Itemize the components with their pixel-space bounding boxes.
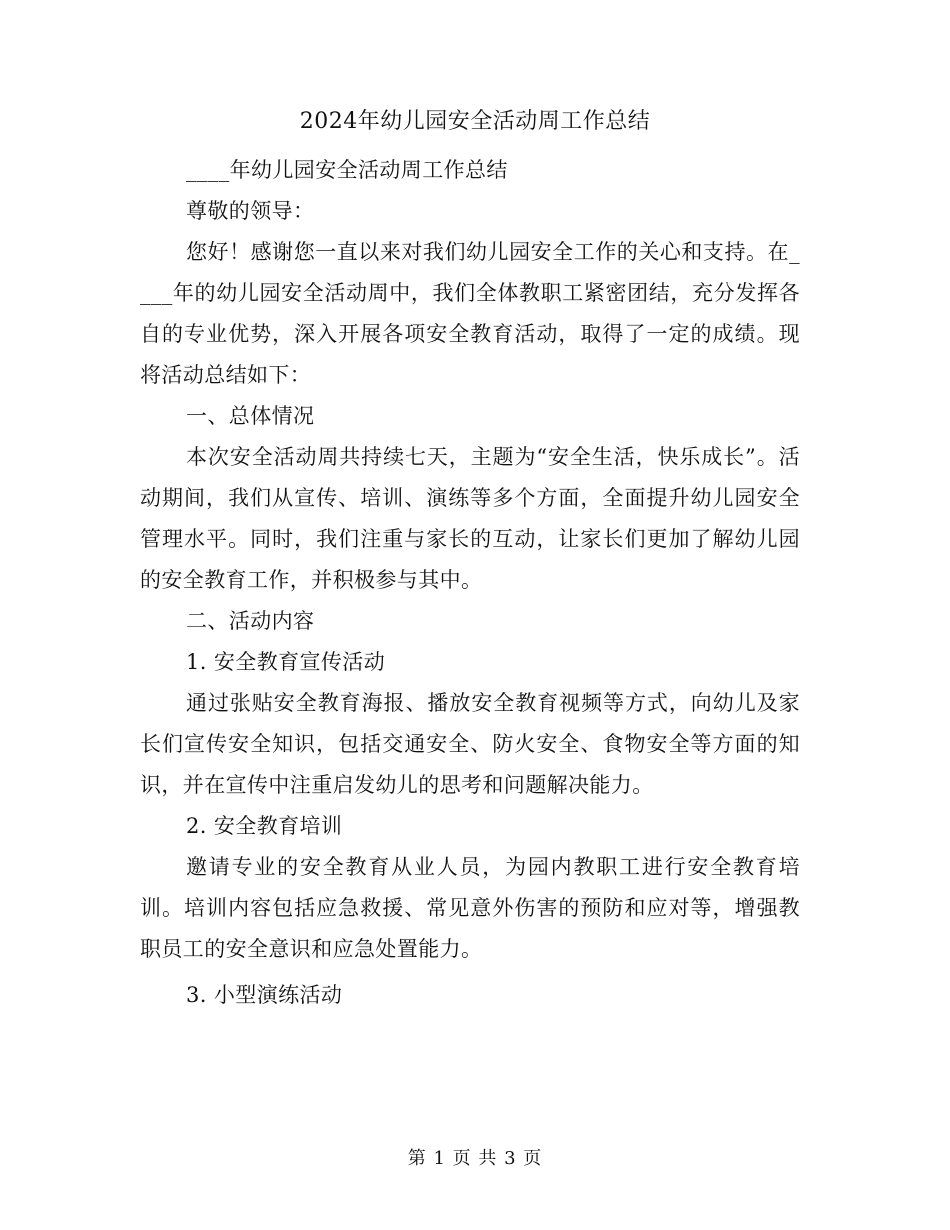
training-paragraph: 邀请专业的安全教育从业人员，为园内教职工进行安全教育培训。培训内容包括应急救援、常见意外伤害的预防和应对等，增强教职员工的安全意识和应急处置能力。 (140, 855, 800, 961)
section-heading-content: 二、活动内容 (186, 609, 315, 633)
item-heading-publicity: 1. 安全教育宣传活动 (186, 650, 386, 674)
publicity-paragraph: 通过张贴安全教育海报、播放安全教育视频等方式，向幼儿及家长们宣传安全知识，包括交通安全、防火安全、食物安全等方面的知识，并在宣传中注重启发幼儿的思考和问题解决能力。 (140, 691, 800, 797)
page-footer: 第 1 页 共 3 页 (407, 1148, 543, 1169)
section-heading-overview: 一、总体情况 (186, 404, 315, 428)
item-heading-drill: 3. 小型演练活动 (186, 983, 343, 1007)
document-body (140, 150, 800, 1016)
subtitle-paragraph: ____年幼儿园安全活动周工作总结 (186, 158, 508, 182)
overview-paragraph: 本次安全活动周共持续七天，主题为“安全生活，快乐成长”。活动期间，我们从宣传、培训、演练等多个方面，全面提升幼儿园安全管理水平。同时，我们注重与家长的互动，让家长们更加了解幼儿园的安全教育工作，并积极参与其中。 (140, 445, 800, 592)
item-heading-training: 2. 安全教育培训 (186, 814, 343, 838)
salutation-paragraph: 尊敬的领导： (186, 199, 315, 223)
intro-paragraph: 您好！感谢您一直以来对我们幼儿园安全工作的关心和支持。在____年的幼儿园安全活动周中，我们全体教职工紧密团结，充分发挥各自的专业优势，深入开展各项安全教育活动，取得了一定的成绩。现将活动总结如下： (140, 240, 800, 387)
document-title: 2024年幼儿园安全活动周工作总结 (299, 109, 651, 134)
